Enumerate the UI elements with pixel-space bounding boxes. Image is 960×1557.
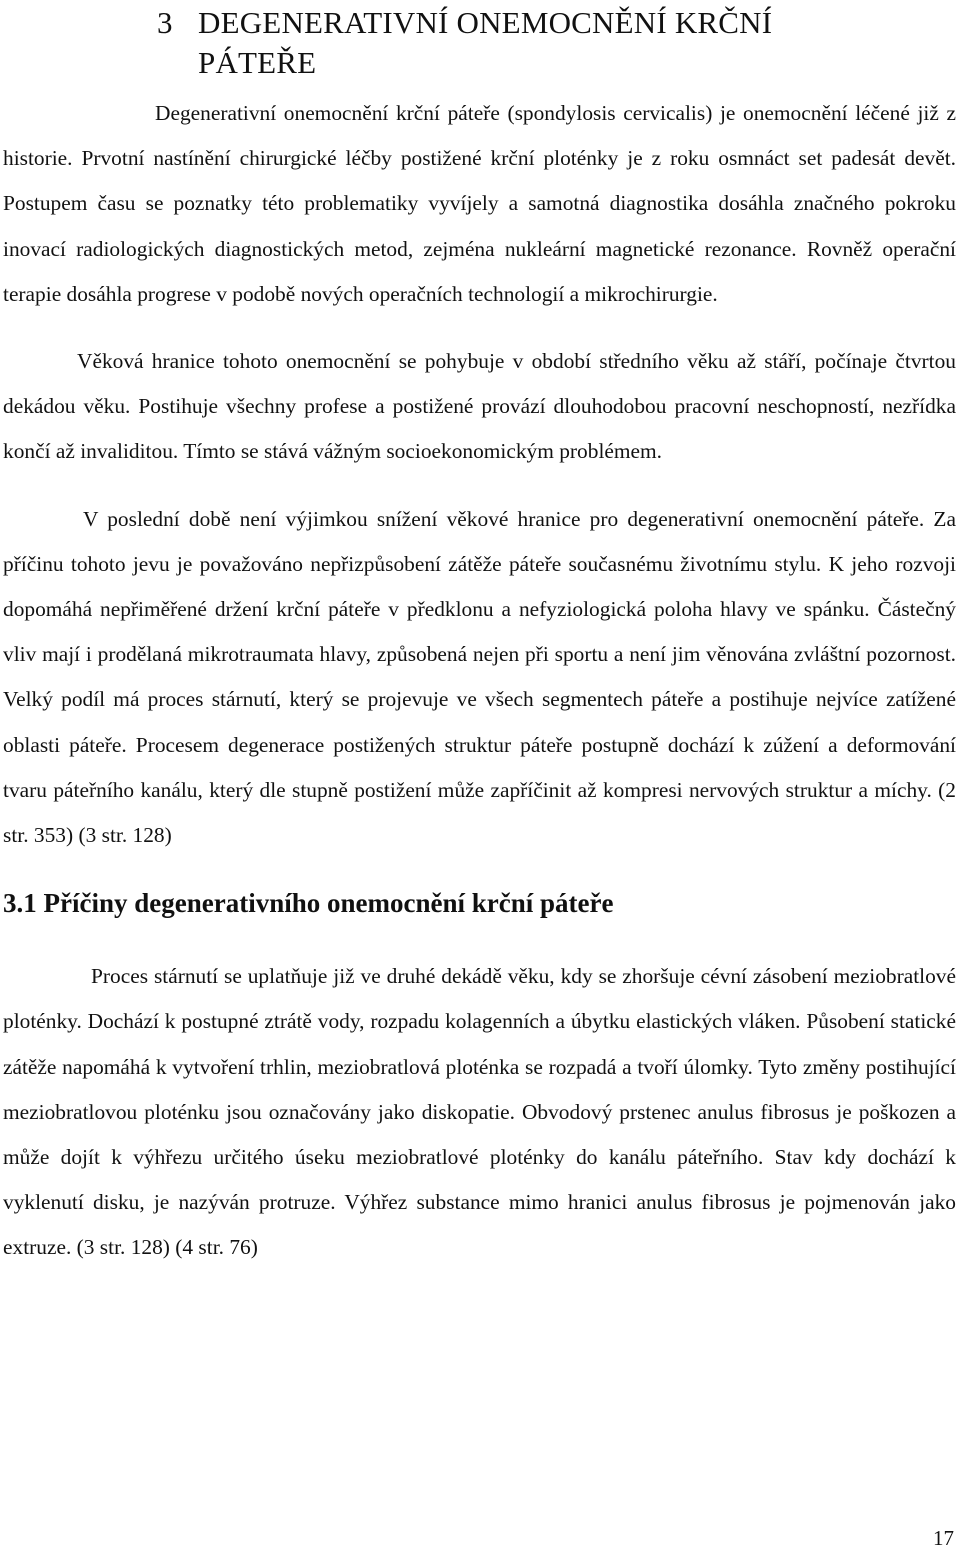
chapter-title: DEGENERATIVNÍ ONEMOCNĚNÍ KRČNÍ PÁTEŘE [198,5,773,80]
page-number: 17 [933,1526,954,1550]
chapter-heading [3,0,956,83]
paragraph-age: Věková hranice tohoto onemocnění se pohybuje v období středního věku až stáří, počínaje čtvrtou dekádou věku. Postihuje všechny profese a postižené provází dlouhodobou pracovní neschopností, nezřídka končí až invaliditou. Tímto se stává vážným socioekonomickým problémem. [3,349,956,464]
section-heading: 3.1 Příčiny degenerativního onemocnění krční páteře [3,888,614,919]
chapter-number: 3 [157,5,173,40]
paragraph-lifestyle: V poslední době není výjimkou snížení věkové hranice pro degenerativní onemocnění páteře. Za příčinu tohoto jevu je považováno nepřizpůsobení zátěže páteře současnému životnímu stylu. K jeho rozvoji dopomáhá nepřiměřené držení krční páteře v předklonu a nefyziologická poloha hlavy ve spánku. Částečný vliv mají i prodělaná mikrotraumata hlavy, způsobená nejen při sportu a není jim věnována zvláštní pozornost. Velký podíl má proces stárnutí, který se projevuje ve všech segmentech páteře a postihuje nejvíce zatížené oblasti páteře. Procesem degenerace postižených struktur páteře postupně dochází k zúžení a deformování tvaru páteřního kanálu, který dle stupně postižení může zapříčinit až kompresi nervových struktur a míchy. (2 str. 353) (3 str. 128) [3,506,956,848]
paragraph-causes: Proces stárnutí se uplatňuje již ve druhé dekádě věku, kdy se zhoršuje cévní zásobení meziobratlové ploténky. Dochází k postupné ztrátě vody, rozpadu kolagenních a úbytku elastických vláken. Působení statické zátěže napomáhá k vytvoření trhlin, meziobratlová ploténka se rozpadá a tvoří úlomky. Tyto změny postihující meziobratlovou ploténku jsou označovány jako diskopatie. Obvodový prstenec anulus fibrosus je poškozen a může dojít k výhřezu určitého úseku meziobratlové ploténky do kanálu páteřního. Stav kdy dochází k vyklenutí disku, je nazýván protruze. Výhřez substance mimo hranici anulus fibrosus je pojmenován jako extruze. (3 str. 128) (4 str. 76) [3,964,956,1260]
paragraph-intro: Degenerativní onemocnění krční páteře (spondylosis cervicalis) je onemocnění léčené již z historie. Prvotní nastínění chirurgické léčby postižené krční ploténky je z roku osmnáct set padesát devět. Postupem času se poznatky této problematiky vyvíjely a samotná diagnostika dosáhla značného pokroku inovací radiologických diagnostických metod, zejména nukleární magnetické rezonance. Rovněž operační terapie dosáhla progrese v podobě nových operačních technologií a mikrochirurgie. [3,101,956,306]
